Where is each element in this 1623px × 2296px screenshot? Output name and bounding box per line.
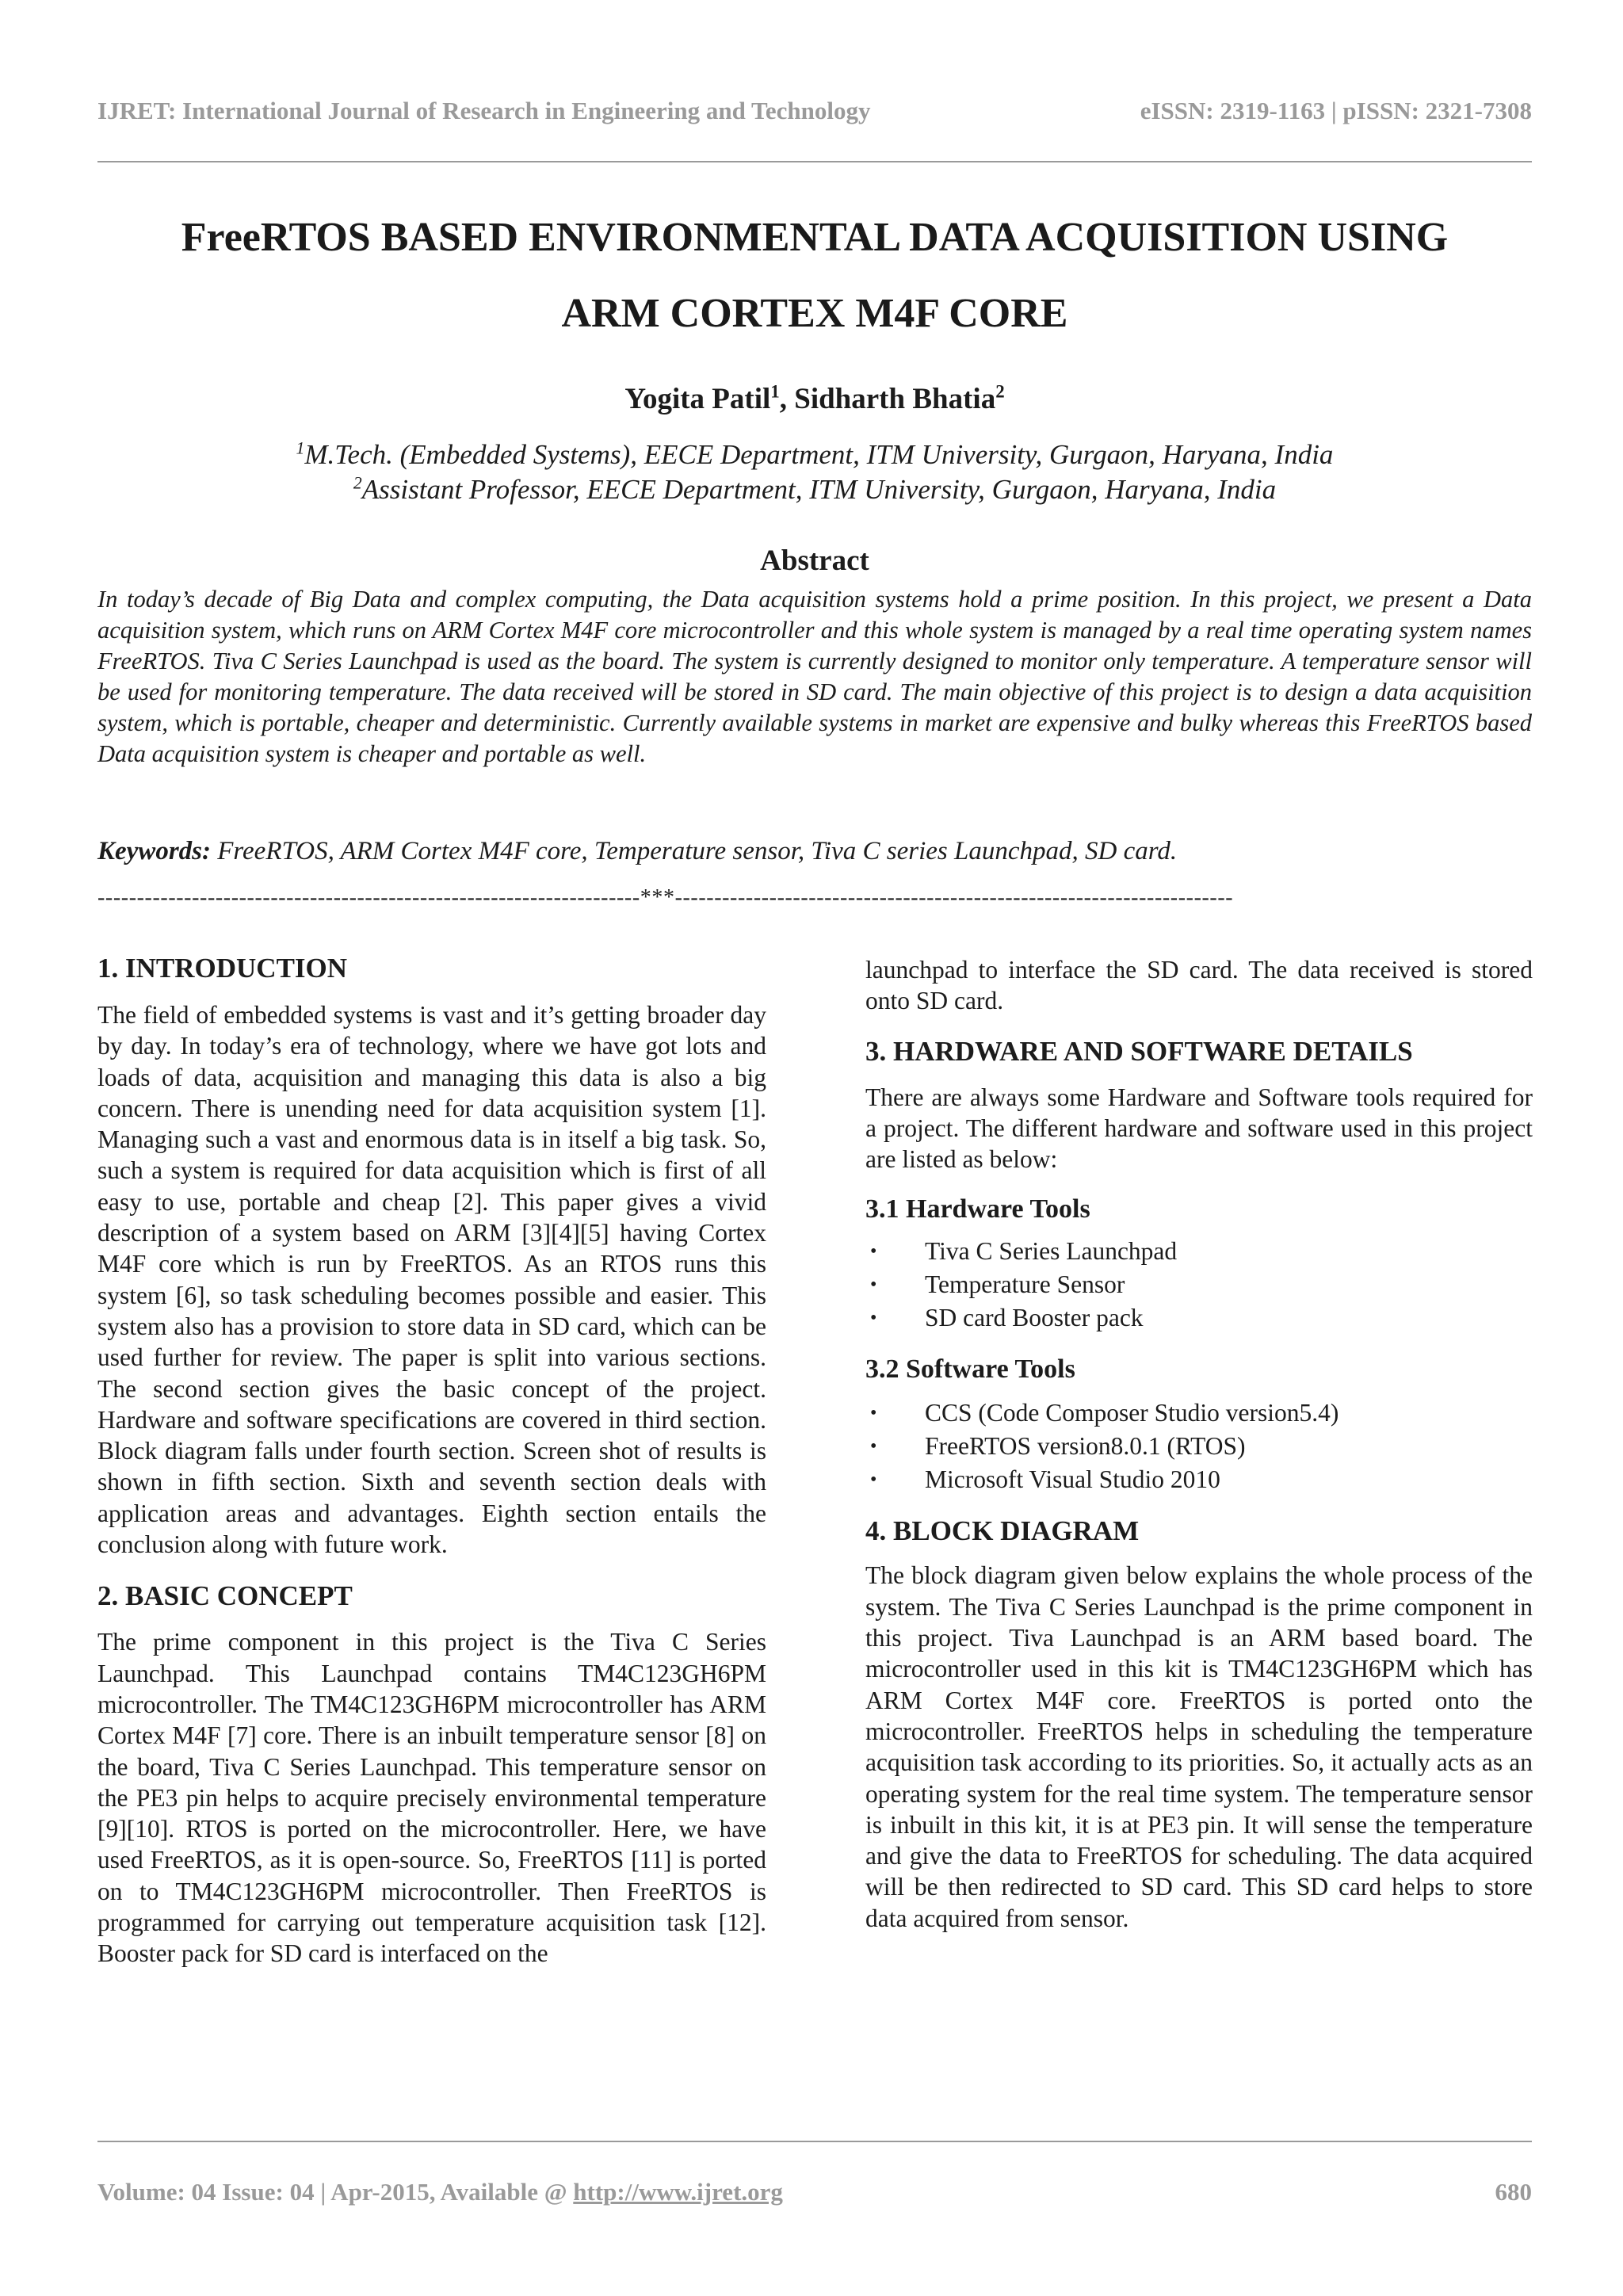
affiliation-text: M.Tech. (Embedded Systems), EECE Department, ITM University, Gurgaon, Haryana, India: [304, 439, 1334, 470]
list-item: [865, 1268, 1533, 1301]
abstract-text: In today’s decade of Big Data and complex computing, the Data acquisition systems hold a prime position. In this project, we present a Data acquisition system, which runs on ARM Cortex M4F core microcontroller and this whole system is managed by a real time operating system names FreeRTOS. Tiva C Series Launchpad is used as the board. The system is currently designed to monitor only temperature. A temperature sensor will be used for monitoring temperature. The data received will be stored in SD card. The main objective of this project is to design a data acquisition system, which is portable, cheaper and deterministic. Currently available systems in market are expensive and bulky whereas this FreeRTOS based Data acquisition system is cheaper and portable as well.: [97, 586, 1532, 767]
paper-title: [97, 200, 1532, 352]
affiliation-line: [97, 437, 1532, 472]
intro-paragraph: The field of embedded systems is vast and it’s getting broader day by day. In today’s era of technology, where we have got lots and loads of data, acquisition and managing this data is also a big concern. There is unending need for data acquisition system [1]. Managing such a vast and enormous data is in itself a big task. So, such a system is required for data acquisition which is first of all easy to use, portable and cheap [2]. This paper gives a vivid description of a system based on ARM [3][4][5] having Cortex M4F core which is run by FreeRTOS. As an RTOS runs this system [6], so task scheduling becomes possible and easier. This system also has a provision to store data in SD card, which can be used further for review. The paper is split into various sections. The second section gives the basic concept of the project. Hardware and software specifications are covered in third section. Block diagram falls under fourth section. Screen shot of results is shown in fifth section. Sixth and seventh section deals with application areas and advantages. Eighth section entails the conclusion along with future work.: [97, 1001, 766, 1559]
affiliations: [97, 437, 1532, 507]
issn-info: eISSN: 2319-1163 | pISSN: 2321-7308: [1140, 97, 1532, 124]
section-separator: ---------------------------------------------------------------------***-----------------------------------------------------------------------: [97, 885, 1234, 910]
continuation-paragraph: launchpad to interface the SD card. The data received is stored onto SD card.: [865, 956, 1533, 1015]
author-affil-marker: 2: [995, 381, 1005, 402]
affil-marker: 1: [296, 438, 305, 458]
list-item-text: CCS (Code Composer Studio version5.4): [925, 1399, 1339, 1427]
list-item: [865, 1235, 1533, 1268]
author-name: Sidharth Bhatia: [794, 383, 996, 415]
title-line-2: ARM CORTEX M4F CORE: [561, 291, 1068, 336]
bullet-icon: •: [870, 1436, 877, 1457]
block-diagram-heading: 4. BLOCK DIAGRAM: [865, 1515, 1140, 1547]
journal-website-link[interactable]: http://www.ijret.org: [573, 2178, 783, 2206]
bullet-icon: •: [870, 1403, 877, 1424]
hw-sw-paragraph: There are always some Hardware and Software tools required for a project. The different hardware and software used in this project are listed as below:: [865, 1083, 1533, 1174]
abstract-heading: Abstract: [760, 544, 869, 577]
header-rule: [97, 161, 1532, 162]
hardware-tools-heading: 3.1 Hardware Tools: [865, 1194, 1090, 1224]
running-footer: [97, 2178, 1532, 2206]
journal-name: IJRET: International Journal of Research in Engineering and Technology: [97, 97, 871, 124]
list-item-text: Temperature Sensor: [925, 1270, 1125, 1299]
running-header: [97, 97, 1532, 125]
footer-rule: [97, 2141, 1532, 2142]
page-number: 680: [1495, 2178, 1532, 2206]
bullet-icon: •: [870, 1241, 877, 1263]
left-column: [97, 951, 766, 1969]
software-tools-heading: 3.2 Software Tools: [865, 1354, 1075, 1385]
bullet-icon: •: [870, 1469, 877, 1491]
affil-marker: 2: [353, 473, 362, 493]
author-affil-marker: 1: [770, 381, 780, 402]
author-list: [97, 381, 1532, 418]
title-line-1: FreeRTOS BASED ENVIRONMENTAL DATA ACQUISITION USING: [181, 215, 1449, 260]
author-name: Yogita Patil: [624, 383, 771, 415]
right-column: [865, 954, 1533, 1934]
affiliation-line: [97, 472, 1532, 507]
footer-volume-text: Volume: 04 Issue: 04 | Apr-2015, Available @: [97, 2178, 574, 2206]
block-diagram-paragraph: The block diagram given below explains the whole process of the system. The Tiva C Series Launchpad is the prime component in this project. Tiva Launchpad is an ARM based board. The microcontroller used in this kit is TM4C123GH6PM which has ARM Cortex M4F core. FreeRTOS is ported onto the microcontroller. FreeRTOS helps in scheduling the temperature acquisition task according to its priorities. So, it actually acts as an operating system for the real time system. The temperature sensor is inbuilt in this kit, it is at PE3 pin. It will sense the temperature and give the data to FreeRTOS for scheduling. The data acquired will be then redirected to SD card. This SD card helps to store data acquired from sensor.: [865, 1561, 1533, 1932]
software-tools-list: [865, 1396, 1533, 1496]
list-item-text: FreeRTOS version8.0.1 (RTOS): [925, 1432, 1246, 1461]
affiliation-text: Assistant Professor, EECE Department, ITM University, Gurgaon, Haryana, India: [361, 474, 1277, 505]
concept-heading: 2. BASIC CONCEPT: [97, 1580, 353, 1612]
hw-sw-heading: 3. HARDWARE AND SOFTWARE DETAILS: [865, 1035, 1413, 1067]
list-item-text: Microsoft Visual Studio 2010: [925, 1465, 1220, 1494]
hardware-tools-list: [865, 1235, 1533, 1335]
concept-paragraph: The prime component in this project is the Tiva C Series Launchpad. This Launchpad contains TM4C123GH6PM microcontroller. The TM4C123GH6PM microcontroller has ARM Cortex M4F [7] core. There is an inbuilt temperature sensor [8] on the board, Tiva C Series Launchpad. This temperature sensor on the PE3 pin helps to acquire precisely environmental temperature [9][10]. RTOS is ported on the microcontroller. Here, we have used FreeRTOS, as it is open-source. So, FreeRTOS [11] is ported on to TM4C123GH6PM microcontroller. Then FreeRTOS is programmed for carrying out temperature acquisition task [12]. Booster pack for SD card is interfaced on the: [97, 1628, 766, 1968]
keywords-text: FreeRTOS, ARM Cortex M4F core, Temperature sensor, Tiva C series Launchpad, SD card.: [211, 837, 1178, 865]
list-item: [865, 1396, 1533, 1430]
intro-heading: 1. INTRODUCTION: [97, 953, 348, 984]
list-item-text: SD card Booster pack: [925, 1304, 1144, 1332]
list-item: [865, 1301, 1533, 1335]
bullet-icon: •: [870, 1308, 877, 1329]
list-item-text: Tiva C Series Launchpad: [925, 1237, 1178, 1266]
bullet-icon: •: [870, 1274, 877, 1296]
list-item: [865, 1430, 1533, 1463]
keywords: [97, 834, 1532, 869]
list-item: [865, 1463, 1533, 1496]
footer-volume: [97, 2178, 783, 2206]
keywords-label: Keywords:: [97, 837, 211, 865]
author-separator: ,: [779, 383, 795, 415]
